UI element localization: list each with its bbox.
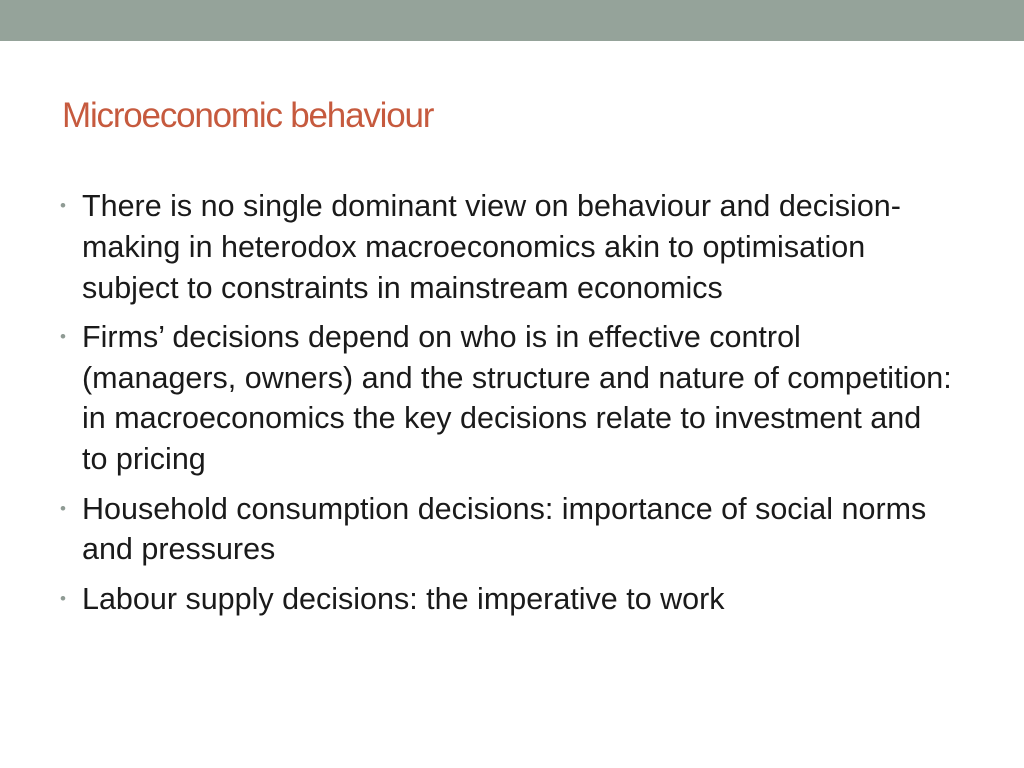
bullet-list [60,186,952,628]
bullet-text: There is no single dominant view on behaviour and decision-making in heterodox macroeconomics akin to optimisation subject to constraints in mainstream economics [82,189,901,305]
bullet-item [60,489,952,571]
bullet-item [60,579,952,620]
bullet-dot-icon: • [60,498,66,518]
bullet-dot-icon: • [60,326,66,346]
bullet-item [60,186,952,308]
bullet-text: Labour supply decisions: the imperative to work [82,581,725,616]
bullet-text: Firms’ decisions depend on who is in effective control (managers, owners) and the structure and nature of competition: in macroeconomics the key decisions relate to investment and to pricing [82,319,952,477]
bullet-item [60,317,952,480]
bullet-dot-icon: • [60,196,66,215]
top-accent-band [0,0,1024,41]
slide-title: Microeconomic behaviour [62,96,434,135]
bullet-dot-icon: • [60,588,66,608]
bullet-text: Household consumption decisions: importance of social norms and pressures [82,491,927,567]
